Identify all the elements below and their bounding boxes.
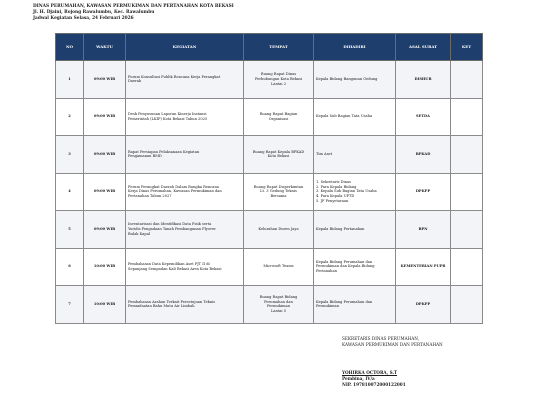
cell-asal-surat: DISHUB bbox=[396, 61, 451, 99]
cell-kegiatan-line: Forum Perangkat Daerah Dalam Rangka Rencana bbox=[128, 184, 219, 189]
cell-tempat bbox=[244, 248, 314, 286]
signatory-nip: NIP. 197810072000122001 bbox=[342, 382, 406, 387]
signature-title-line2: KAWASAN PERMUKIMAN DAN PERTANAHAN bbox=[342, 342, 443, 347]
cell-no: 4 bbox=[56, 173, 84, 211]
cell-kegiatan-line: Pertanahan Tahun 2027 bbox=[128, 194, 172, 199]
cell-kegiatan-line: Pembahasan Data Kepemilikan Aset PJT II di bbox=[128, 262, 210, 267]
cell-ket bbox=[451, 248, 483, 286]
cell-tempat-line: Ruang Rapat Bidang bbox=[259, 295, 298, 300]
cell-dihadiri-line: Kepala Bidang Pertanahan bbox=[316, 226, 365, 231]
cell-tempat bbox=[244, 98, 314, 136]
cell-dihadiri-line: 5. JF Penyetaraan bbox=[316, 198, 349, 203]
cell-kegiatan-line: Pemanfaatan Baku Mutu Air Limbah bbox=[128, 304, 195, 309]
cell-dihadiri-line: Pertanahan bbox=[316, 269, 337, 274]
cell-dihadiri bbox=[314, 286, 396, 324]
schedule-table-body bbox=[56, 61, 483, 324]
cell-tempat bbox=[244, 136, 314, 174]
table-row bbox=[56, 136, 483, 174]
cell-tempat-line: Ruang Rapat Disperkimtan bbox=[253, 184, 304, 189]
signatory-name: YOHIRKA OCTORA, S.T bbox=[342, 370, 398, 375]
cell-kegiatan-line: Rapat Persiapan Pelaksanaan Kegiatan bbox=[128, 149, 200, 154]
cell-asal-surat: KEMENTERIAN PUPR bbox=[396, 248, 451, 286]
cell-dihadiri bbox=[314, 211, 396, 249]
cell-no: 2 bbox=[56, 98, 84, 136]
cell-waktu: 09:00 WIB bbox=[84, 211, 126, 249]
cell-kegiatan-line: Desk Penyusunan Laporan Kinerja Instansi bbox=[128, 112, 207, 117]
cell-dihadiri bbox=[314, 136, 396, 174]
cell-kegiatan bbox=[126, 248, 244, 286]
signature-title-line1: SEKRETARIS DINAS PERUMAHAN, bbox=[342, 336, 420, 341]
cell-kegiatan bbox=[126, 98, 244, 136]
cell-no: 1 bbox=[56, 61, 84, 99]
cell-kegiatan-line: Pemerintah (LKIP) Kota Bekasi Tahun 2025 bbox=[128, 116, 208, 121]
cell-waktu: 10:00 WIB bbox=[84, 286, 126, 324]
table-header-row bbox=[56, 34, 483, 61]
cell-dihadiri-line: Permukiman dan Kepala Bidang bbox=[316, 264, 375, 269]
table-row bbox=[56, 211, 483, 249]
cell-waktu: 09:00 WIB bbox=[84, 98, 126, 136]
cell-dihadiri-line: 2. Para Kepala Bidang bbox=[316, 184, 357, 189]
cell-no: 5 bbox=[56, 211, 84, 249]
cell-asal-surat: DPKPP bbox=[396, 286, 451, 324]
cell-kegiatan-line: Pembahasan Arahan Terkait Persetujuan Teknis bbox=[128, 299, 216, 304]
cell-dihadiri-line: Kepala Bidang Perumahan dan bbox=[316, 299, 373, 304]
cell-waktu: 09:00 WIB bbox=[84, 61, 126, 99]
cell-kegiatan-line: Pengamanan BMD bbox=[128, 154, 162, 159]
cell-tempat bbox=[244, 61, 314, 99]
signatory-rank: Pembina, IV/a bbox=[342, 376, 375, 381]
cell-ket bbox=[451, 173, 483, 211]
column-header-kegiatan: KEGIATAN bbox=[126, 34, 244, 61]
table-row bbox=[56, 248, 483, 286]
cell-dihadiri bbox=[314, 248, 396, 286]
schedule-date: Jadwal Kegiatan Selasa, 24 Februari 2026 bbox=[33, 16, 134, 21]
cell-kegiatan bbox=[126, 286, 244, 324]
cell-no: 3 bbox=[56, 136, 84, 174]
table-row bbox=[56, 61, 483, 99]
column-header-no: NO bbox=[56, 34, 84, 61]
cell-kegiatan bbox=[126, 211, 244, 249]
signature-block bbox=[342, 336, 443, 388]
cell-tempat-line: Kelurahan Duren Jaya bbox=[258, 226, 299, 231]
cell-tempat-line: Ruang Rapat Kepala BPKAD bbox=[252, 149, 305, 154]
cell-tempat-line: Perumahan dan bbox=[264, 299, 293, 304]
cell-dihadiri-line: Kepala Sub Bagian Tata Usaha bbox=[316, 114, 373, 119]
column-header-waktu: WAKTU bbox=[84, 34, 126, 61]
cell-dihadiri bbox=[314, 173, 396, 211]
cell-kegiatan-line: Bulak Kapal bbox=[128, 231, 150, 236]
cell-ket bbox=[451, 136, 483, 174]
cell-tempat bbox=[244, 173, 314, 211]
column-header-tempat: TEMPAT bbox=[244, 34, 314, 61]
cell-tempat-line: Permukiman bbox=[266, 304, 290, 309]
cell-ket bbox=[451, 98, 483, 136]
cell-tempat-line: Lantai 5 bbox=[270, 308, 286, 313]
cell-dihadiri-line: 1. Sekretaris Dinas bbox=[316, 180, 351, 185]
table-row bbox=[56, 98, 483, 136]
cell-asal-surat: BPN bbox=[396, 211, 451, 249]
cell-kegiatan bbox=[126, 136, 244, 174]
cell-ket bbox=[451, 286, 483, 324]
cell-kegiatan-line: Inventarisasi dan Identifikasi Data Fisik serta bbox=[128, 222, 212, 227]
agency-name: DINAS PERUMAHAN, KAWASAN PERMUKIMAN DAN PERTANAHAN KOTA BEKASI bbox=[33, 4, 234, 9]
cell-tempat-line: Lantai 2 bbox=[270, 81, 286, 86]
column-header-dihadiri: DIHADIRI bbox=[314, 34, 396, 61]
cell-asal-surat: BPKAD bbox=[396, 136, 451, 174]
cell-waktu: 09:00 WIB bbox=[84, 136, 126, 174]
document-header bbox=[33, 4, 234, 22]
table-row bbox=[56, 286, 483, 324]
cell-dihadiri-line: Kepala Bidang Perumahan dan bbox=[316, 259, 373, 264]
cell-tempat bbox=[244, 286, 314, 324]
cell-dihadiri-line: Permukiman bbox=[316, 304, 340, 309]
cell-tempat bbox=[244, 211, 314, 249]
cell-tempat-line: Lt. 3 Gedung Teknis bbox=[260, 189, 297, 194]
cell-waktu: 09:00 WIB bbox=[84, 173, 126, 211]
cell-tempat-line: Microsoft Teams bbox=[263, 264, 294, 269]
schedule-table bbox=[55, 33, 483, 324]
cell-kegiatan-line: Daerah bbox=[128, 79, 142, 84]
agency-address: Jl. H. Djaini, Rojong Rawalumbu, Kec. Rawalumbu bbox=[33, 10, 155, 15]
cell-dihadiri-line: 4. Para Kepala UPTD bbox=[316, 194, 355, 199]
cell-kegiatan bbox=[126, 173, 244, 211]
cell-kegiatan-line: Kerja Dinas Perumahan, Kawasan Permukiman dan bbox=[128, 189, 222, 194]
cell-tempat-line: Bersama bbox=[270, 194, 287, 199]
cell-ket bbox=[451, 211, 483, 249]
cell-tempat-line: Perhubungan Kota Bekasi bbox=[254, 76, 303, 81]
cell-kegiatan-line: Yuridis Pengadaan Tanah Pembangunan Flyover bbox=[128, 226, 216, 231]
cell-kegiatan bbox=[126, 61, 244, 99]
cell-dihadiri-line: Kepala Bidang Bangunan Gedung bbox=[316, 76, 378, 81]
cell-tempat-line: Ruang Rapat Dinas bbox=[260, 72, 297, 77]
column-header-ket: KET bbox=[451, 34, 483, 61]
cell-waktu: 10:00 WIB bbox=[84, 248, 126, 286]
cell-dihadiri bbox=[314, 98, 396, 136]
cell-kegiatan-line: Sepanjang Sempadan Kali Bekasi Area Kota Bekasi bbox=[128, 266, 222, 271]
cell-no: 7 bbox=[56, 286, 84, 324]
table-row bbox=[56, 173, 483, 211]
cell-tempat-line: Ruang Rapat Bagian bbox=[259, 112, 298, 117]
cell-dihadiri-line: 3. Kepala Sub Bagian Tata Usaha bbox=[316, 189, 377, 194]
cell-tempat-line: Organisasi bbox=[268, 116, 289, 121]
cell-kegiatan-line: Forum Konsultasi Publik Rencana Kerja Perangkat bbox=[128, 74, 221, 79]
cell-dihadiri bbox=[314, 61, 396, 99]
cell-tempat-line: Kota Bekasi bbox=[267, 154, 290, 159]
cell-asal-surat: DPKPP bbox=[396, 173, 451, 211]
column-header-asal-surat: ASAL SURAT bbox=[396, 34, 451, 61]
cell-ket bbox=[451, 61, 483, 99]
cell-dihadiri-line: Tim Aset bbox=[316, 151, 333, 156]
cell-no: 6 bbox=[56, 248, 84, 286]
cell-asal-surat: SETDA bbox=[396, 98, 451, 136]
